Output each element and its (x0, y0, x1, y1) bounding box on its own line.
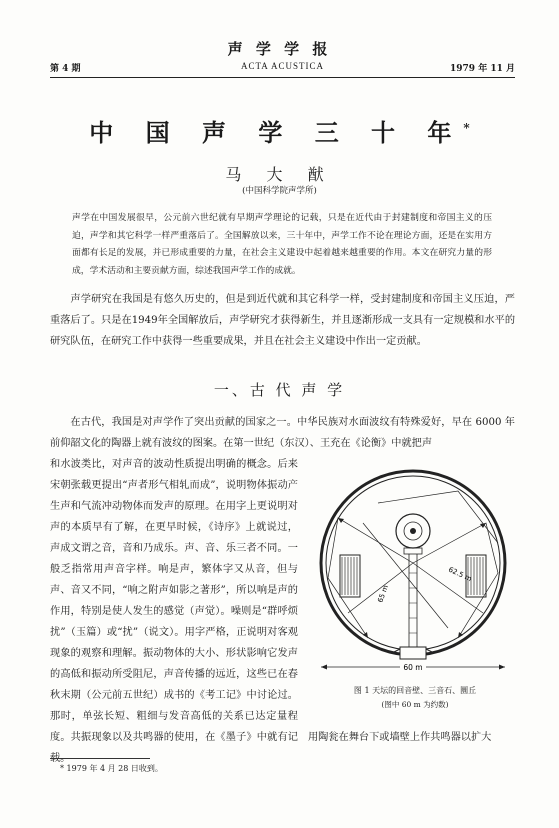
body-paragraph-right-column: 用陶瓮在舞台下或墙壁上作共鸣器以扩大 (308, 732, 492, 743)
issue-number: 第 4 期 (50, 64, 81, 74)
footnote: * 1979 年 4 月 28 日收到。 (60, 764, 163, 773)
title-text: 中 国 声 学 三 十 年 (89, 118, 464, 147)
author-affiliation: (中国科学院声学所) (242, 186, 317, 196)
abstract: 声学在中国发展很早，公元前六世纪就有早期声学理论的记载，只是在近代由于封建制度和帝国主义的压迫，声学和其它科学一样严重落后了。全国解放以来，三十年中，声学工作不论在理论方面，还是在实用方面都有长足的发展，并已形成重要的力量，在社会主义建设中起着越来越重要的作用。本文在研究力量的形成，学术活动和主要贡献方面，综述我国声学工作的成就。 (72, 213, 492, 276)
figure-temple-of-heaven-diagram (308, 463, 518, 673)
author-name: 马 大 猷 (225, 165, 334, 184)
journal-name: 声 学 学 报 (227, 40, 332, 58)
label-diameter: 60 m (403, 663, 423, 672)
title-footnote-mark: * (463, 121, 470, 135)
left-building (340, 555, 360, 597)
footnote-rule (50, 758, 150, 759)
gate (400, 647, 426, 659)
figure-caption: 图 1 天坛的回音壁、三音石、圜丘 (353, 686, 477, 695)
issue-date: 1979 年 11 月 (450, 64, 515, 74)
figure-caption-note: (图中 60 m 为约数) (381, 700, 449, 709)
label-chord: 65 m (376, 584, 391, 604)
article-title (0, 113, 559, 148)
sound-ray-paths (328, 491, 498, 638)
intro-paragraph: 声学研究在我国是有悠久历史的，但是到近代就和其它科学一样，受封建制度和帝国主义压迫，严重落后了。只是在1949年全国解放后，声学研究才获得新生，并且逐渐形成一支具有一定规模和水平的研究队伍，在研究工作中获得一些重要成果，并且在社会主义建设中作出一定贡献。 (50, 294, 515, 347)
header-rule (50, 77, 515, 78)
journal-latin-name: ACTA ACUSTICA (240, 61, 325, 71)
label-radius: 62.5 m (447, 565, 473, 584)
body-paragraph-left-column: 和水波类比，对声音的波动性质提出明确的概念。后来宋朝张载更提出“声者形气相轧而成”，说明物体振动产生声和气流冲动物体而发声的原理。在用字上更说明对声的本质早有了解，在更早时候，《诗序》上就说过，声成文谓之音，音和乃成乐。声、音、乐三者不同。一般乏指常用声音字样。响是声，繁体字又从音，但与声、音又不同，“响之附声如影之著形”，所以响是声的作用，特别是使人发生的感觉（声觉）。噪则是“群呼烦扰”（玉篇）或“扰”（说文）。用字严格，正说明对客观现象的观察和理解。振动物体的大小、形状影响它发声的高低和振动所受阻尼，声音传播的远近，这些已在春秋末期（公元前五世纪）成书的《考工记》中讨论过。那时，单弦长短、粗细与发音高低的关系已达定量程度。共振现象以及共鸣器的使用，在《墨子》中就有记载。 (50, 459, 298, 764)
section-heading: 一、古 代 声 学 (213, 381, 346, 399)
body-paragraph-wide: 在古代，我国是对声学作了突出贡献的国家之一。中华民族对水面波纹有特殊爱好，早在 6000 年前仰韶文化的陶器上就有波纹的图案。在第一世纪（东汉）、王充在《论衡》中就把声 (50, 417, 515, 449)
